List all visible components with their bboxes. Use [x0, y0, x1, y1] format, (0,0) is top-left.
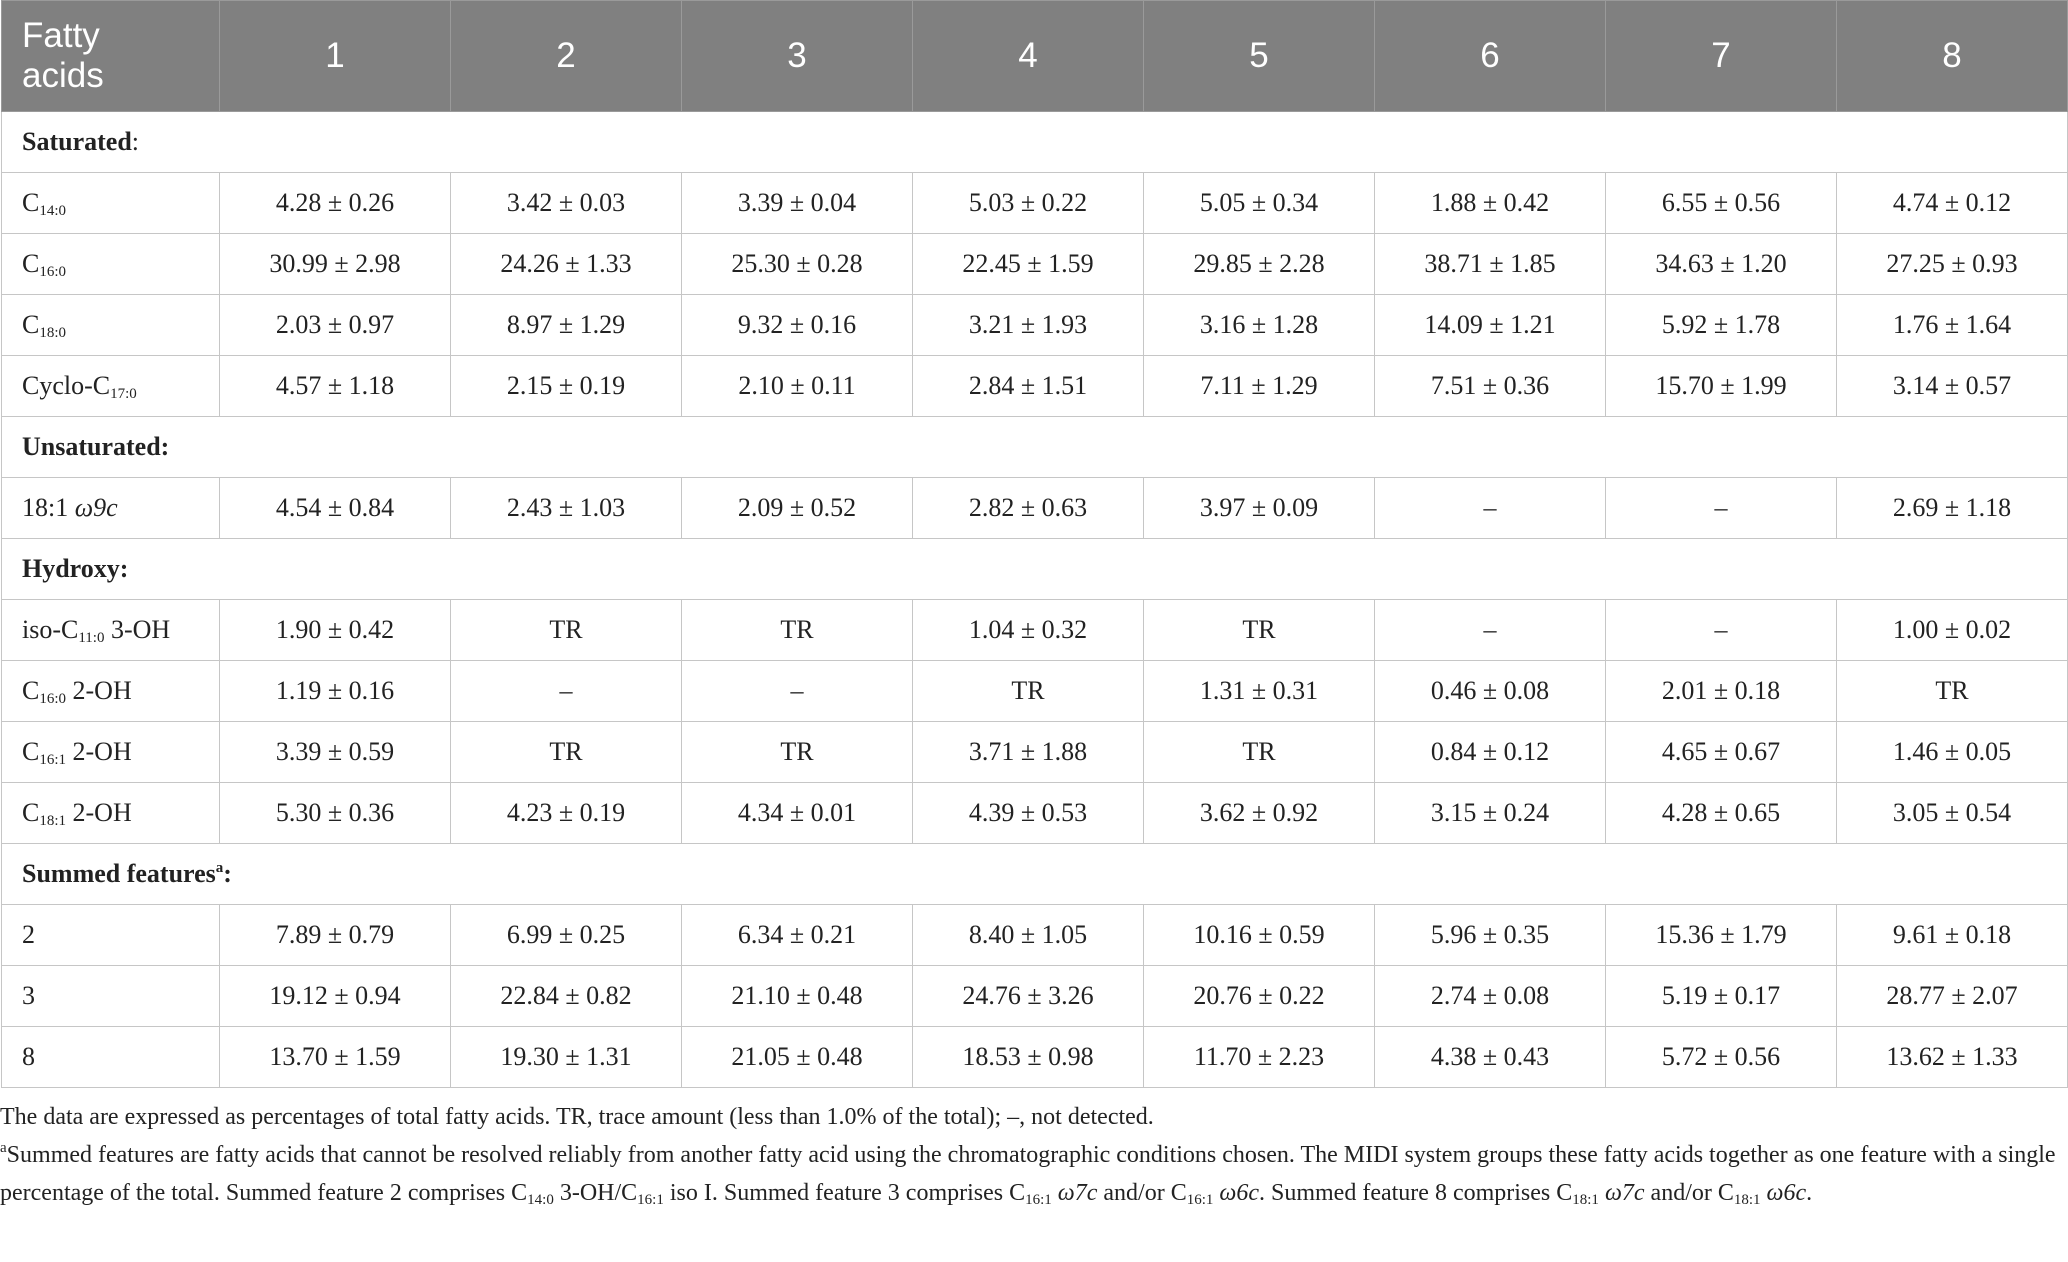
- table-cell: 4.54 ± 0.84: [220, 478, 451, 539]
- footnote-subscript: 14:0: [527, 1192, 554, 1208]
- table-cell: 5.05 ± 0.34: [1144, 173, 1375, 234]
- row-label-suffix: 2-OH: [66, 737, 132, 766]
- row-label-subscript: 18:1: [39, 813, 67, 829]
- table-cell: 28.77 ± 2.07: [1837, 966, 2068, 1027]
- row-label-subscript: 17:0: [110, 386, 137, 402]
- table-cell: 3.05 ± 0.54: [1837, 783, 2068, 844]
- table-cell: 34.63 ± 1.20: [1606, 234, 1837, 295]
- table-cell: 3.15 ± 0.24: [1375, 783, 1606, 844]
- row-label-text: C: [22, 737, 40, 766]
- footnote-mark: a: [0, 1140, 7, 1156]
- row-label-subscript: 18:0: [39, 325, 67, 341]
- table-cell: 9.61 ± 0.18: [1837, 905, 2068, 966]
- footnote-text: Summed features are fatty acids that cannot be resolved reliably from another fatty acid using the chromatographic conditions chosen. The MIDI system groups these fatty acids together as one feature with a single percentage of the total. Summed feature 2 comprises C: [0, 1142, 2056, 1206]
- section-title-text: Unsaturated:: [22, 432, 170, 461]
- table-cell: 1.31 ± 0.31: [1144, 661, 1375, 722]
- section-title-suffix: :: [131, 127, 140, 156]
- table-cell: –: [451, 661, 682, 722]
- row-label: [2, 661, 220, 722]
- table-cell: 6.34 ± 0.21: [682, 905, 913, 966]
- table-cell: 13.70 ± 1.59: [220, 1027, 451, 1088]
- table-cell: 14.09 ± 1.21: [1375, 295, 1606, 356]
- table-cell: 4.28 ± 0.65: [1606, 783, 1837, 844]
- table-cell: 15.70 ± 1.99: [1606, 356, 1837, 417]
- section-row: [2, 112, 2068, 173]
- table-cell: 8.97 ± 1.29: [451, 295, 682, 356]
- section-title-text: Summed features: [22, 859, 216, 888]
- note-abbreviations: The data are expressed as percentages of total fatty acids. TR, trace amount (less than 1.0% of the total); –, not detected.: [0, 1104, 1154, 1130]
- table-notes: [0, 1088, 2062, 1212]
- row-label-text: 3: [22, 981, 35, 1010]
- table-cell: 6.55 ± 0.56: [1606, 173, 1837, 234]
- row-label: [2, 356, 220, 417]
- table-cell: 2.82 ± 0.63: [913, 478, 1144, 539]
- table-cell: 0.84 ± 0.12: [1375, 722, 1606, 783]
- table-cell: 8.40 ± 1.05: [913, 905, 1144, 966]
- section-title-suffix: :: [223, 859, 232, 888]
- row-label-italic: ω9c: [74, 493, 118, 522]
- table-cell: 25.30 ± 0.28: [682, 234, 913, 295]
- table-cell: 7.51 ± 0.36: [1375, 356, 1606, 417]
- table-row: [2, 478, 2068, 539]
- footnote-text: .: [1806, 1180, 1813, 1206]
- table-cell: 5.96 ± 0.35: [1375, 905, 1606, 966]
- table-cell: –: [1606, 478, 1837, 539]
- row-label: [2, 600, 220, 661]
- section-title-text: Hydroxy:: [22, 554, 129, 583]
- table-cell: 4.38 ± 0.43: [1375, 1027, 1606, 1088]
- table-cell: 22.84 ± 0.82: [451, 966, 682, 1027]
- table-cell: 30.99 ± 2.98: [220, 234, 451, 295]
- row-label-text: Cyclo-C: [22, 371, 111, 400]
- fatty-acid-table: [1, 0, 2068, 1088]
- table-cell: 20.76 ± 0.22: [1144, 966, 1375, 1027]
- row-label-suffix: 3-OH: [104, 615, 171, 644]
- row-label: [2, 234, 220, 295]
- header-fatty-acids: [2, 1, 220, 112]
- section-title-text: Saturated: [22, 127, 132, 156]
- table-row: [2, 722, 2068, 783]
- footnote-subscript: 16:1: [637, 1192, 664, 1208]
- table-cell: 3.71 ± 1.88: [913, 722, 1144, 783]
- header-column: 1: [220, 1, 451, 112]
- table-cell: TR: [451, 600, 682, 661]
- table-cell: 19.30 ± 1.31: [451, 1027, 682, 1088]
- footnote-summed-features: [0, 1136, 2062, 1212]
- footnote-subscript: 18:1: [1733, 1192, 1761, 1208]
- header-column: 2: [451, 1, 682, 112]
- row-label: [2, 783, 220, 844]
- table-cell: 19.12 ± 0.94: [220, 966, 451, 1027]
- table-cell: 5.30 ± 0.36: [220, 783, 451, 844]
- table-cell: 2.84 ± 1.51: [913, 356, 1144, 417]
- row-label-text: 18:1: [22, 493, 75, 522]
- table-cell: 7.11 ± 1.29: [1144, 356, 1375, 417]
- row-label-text: 2: [22, 920, 35, 949]
- table-cell: 21.05 ± 0.48: [682, 1027, 913, 1088]
- row-label-suffix: 2-OH: [66, 676, 132, 705]
- row-label: [2, 1027, 220, 1088]
- table-cell: 3.39 ± 0.04: [682, 173, 913, 234]
- table-cell: 6.99 ± 0.25: [451, 905, 682, 966]
- table-cell: TR: [451, 722, 682, 783]
- table-row: [2, 905, 2068, 966]
- table-cell: TR: [682, 722, 913, 783]
- footnote-italic: ω7c: [1057, 1180, 1098, 1206]
- section-row: [2, 539, 2068, 600]
- row-label-subscript: 16:1: [39, 752, 67, 768]
- row-label: [2, 905, 220, 966]
- table-cell: 2.01 ± 0.18: [1606, 661, 1837, 722]
- row-label-text: C: [22, 676, 40, 705]
- header-line-1: Fatty: [22, 16, 100, 55]
- table-cell: 29.85 ± 2.28: [1144, 234, 1375, 295]
- table-cell: 11.70 ± 2.23: [1144, 1027, 1375, 1088]
- table-cell: 4.74 ± 0.12: [1837, 173, 2068, 234]
- row-label: [2, 722, 220, 783]
- table-cell: 3.21 ± 1.93: [913, 295, 1144, 356]
- table-cell: 18.53 ± 0.98: [913, 1027, 1144, 1088]
- table-cell: 4.57 ± 1.18: [220, 356, 451, 417]
- table-cell: –: [1606, 600, 1837, 661]
- table-cell: 1.00 ± 0.02: [1837, 600, 2068, 661]
- table-cell: –: [1375, 600, 1606, 661]
- table-row: [2, 661, 2068, 722]
- table-cell: 4.23 ± 0.19: [451, 783, 682, 844]
- table-row: [2, 234, 2068, 295]
- table-cell: 3.42 ± 0.03: [451, 173, 682, 234]
- table-cell: 15.36 ± 1.79: [1606, 905, 1837, 966]
- table-cell: 4.34 ± 0.01: [682, 783, 913, 844]
- table-cell: –: [1375, 478, 1606, 539]
- table-cell: 2.15 ± 0.19: [451, 356, 682, 417]
- table-cell: 9.32 ± 0.16: [682, 295, 913, 356]
- table-cell: TR: [1837, 661, 2068, 722]
- footnote-text: and/or C: [1097, 1180, 1187, 1206]
- table-row: [2, 356, 2068, 417]
- table-cell: 13.62 ± 1.33: [1837, 1027, 2068, 1088]
- footnote-italic: ω7c: [1604, 1180, 1645, 1206]
- footnote-subscript: 16:1: [1025, 1192, 1052, 1208]
- table-cell: 1.88 ± 0.42: [1375, 173, 1606, 234]
- header-column: 6: [1375, 1, 1606, 112]
- table-row: [2, 1027, 2068, 1088]
- row-label-text: C: [22, 249, 40, 278]
- table-cell: TR: [913, 661, 1144, 722]
- table-cell: 1.04 ± 0.32: [913, 600, 1144, 661]
- row-label: [2, 478, 220, 539]
- table-cell: 5.72 ± 0.56: [1606, 1027, 1837, 1088]
- table-cell: TR: [1144, 600, 1375, 661]
- table-cell: 24.76 ± 3.26: [913, 966, 1144, 1027]
- table-cell: 5.19 ± 0.17: [1606, 966, 1837, 1027]
- table-row: [2, 173, 2068, 234]
- footnote-subscript: 16:1: [1186, 1192, 1214, 1208]
- table-cell: 1.46 ± 0.05: [1837, 722, 2068, 783]
- table-cell: 2.69 ± 1.18: [1837, 478, 2068, 539]
- table-cell: 38.71 ± 1.85: [1375, 234, 1606, 295]
- section-title: [2, 539, 2068, 600]
- table-cell: 4.39 ± 0.53: [913, 783, 1144, 844]
- table-cell: 2.43 ± 1.03: [451, 478, 682, 539]
- table-cell: 2.09 ± 0.52: [682, 478, 913, 539]
- header-column: 8: [1837, 1, 2068, 112]
- table-cell: 3.16 ± 1.28: [1144, 295, 1375, 356]
- table-row: [2, 295, 2068, 356]
- header-column: 5: [1144, 1, 1375, 112]
- table-cell: 10.16 ± 0.59: [1144, 905, 1375, 966]
- table-cell: 7.89 ± 0.79: [220, 905, 451, 966]
- table-cell: 4.65 ± 0.67: [1606, 722, 1837, 783]
- row-label-subscript: 16:0: [39, 264, 67, 280]
- table-cell: 3.97 ± 0.09: [1144, 478, 1375, 539]
- section-title: [2, 112, 2068, 173]
- row-label-subscript: 11:0: [78, 630, 105, 646]
- section-title-footnote-mark: a: [215, 860, 224, 876]
- table-cell: 27.25 ± 0.93: [1837, 234, 2068, 295]
- table-row: [2, 966, 2068, 1027]
- table-header-row: [2, 1, 2068, 112]
- footnote-text: 3-OH/C: [553, 1180, 638, 1206]
- section-row: [2, 844, 2068, 905]
- table-cell: 3.14 ± 0.57: [1837, 356, 2068, 417]
- row-label: [2, 966, 220, 1027]
- footnote-text: and/or C: [1644, 1180, 1734, 1206]
- table-cell: 3.39 ± 0.59: [220, 722, 451, 783]
- table-cell: 3.62 ± 0.92: [1144, 783, 1375, 844]
- footnote-italic: ω6c: [1219, 1180, 1259, 1206]
- table-body: [2, 112, 2068, 1088]
- row-label-text: 8: [22, 1042, 35, 1071]
- table-cell: 24.26 ± 1.33: [451, 234, 682, 295]
- footnote-subscript: 18:1: [1572, 1192, 1599, 1208]
- table-cell: TR: [682, 600, 913, 661]
- table-cell: 2.74 ± 0.08: [1375, 966, 1606, 1027]
- footnote-text: iso I. Summed feature 3 comprises C: [663, 1180, 1026, 1206]
- row-label-subscript: 16:0: [39, 691, 67, 707]
- row-label: [2, 173, 220, 234]
- table-cell: 21.10 ± 0.48: [682, 966, 913, 1027]
- section-title: [2, 417, 2068, 478]
- header-column: 7: [1606, 1, 1837, 112]
- table-cell: 2.10 ± 0.11: [682, 356, 913, 417]
- row-label-subscript: 14:0: [39, 203, 67, 219]
- table-cell: 4.28 ± 0.26: [220, 173, 451, 234]
- footnote-text: . Summed feature 8 comprises C: [1259, 1180, 1573, 1206]
- table-row: [2, 600, 2068, 661]
- footnote-italic: ω6c: [1766, 1180, 1807, 1206]
- table-cell: 22.45 ± 1.59: [913, 234, 1144, 295]
- row-label-text: C: [22, 310, 40, 339]
- header-column: 3: [682, 1, 913, 112]
- row-label: [2, 295, 220, 356]
- table-cell: 1.76 ± 1.64: [1837, 295, 2068, 356]
- section-title: [2, 844, 2068, 905]
- row-label-text: iso-C: [22, 615, 79, 644]
- table-cell: 1.19 ± 0.16: [220, 661, 451, 722]
- table-cell: 5.03 ± 0.22: [913, 173, 1144, 234]
- header-column: 4: [913, 1, 1144, 112]
- table-cell: 0.46 ± 0.08: [1375, 661, 1606, 722]
- table-row: [2, 783, 2068, 844]
- section-row: [2, 417, 2068, 478]
- row-label-text: C: [22, 798, 40, 827]
- row-label-suffix: 2-OH: [66, 798, 132, 827]
- table-cell: TR: [1144, 722, 1375, 783]
- row-label-text: C: [22, 188, 40, 217]
- table-cell: –: [682, 661, 913, 722]
- table-cell: 2.03 ± 0.97: [220, 295, 451, 356]
- table-cell: 5.92 ± 1.78: [1606, 295, 1837, 356]
- table-cell: 1.90 ± 0.42: [220, 600, 451, 661]
- header-line-2: acids: [22, 56, 104, 95]
